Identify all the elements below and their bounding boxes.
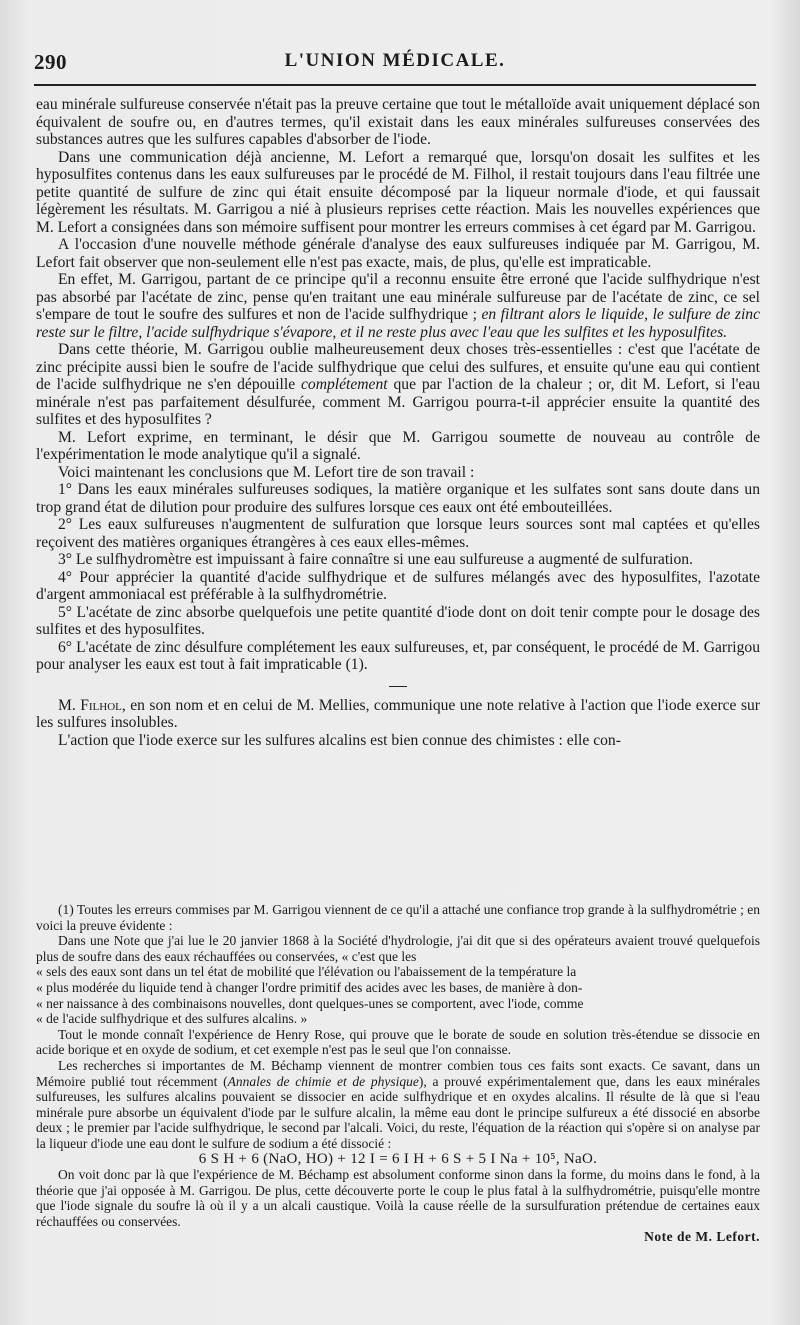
footnote-quote-line: « plus modérée du liquide tend à changer l'ordre primitif des acides avec les bases, de manière à don-	[36, 979, 583, 995]
header-rule	[34, 84, 756, 86]
conclusion-item: 3° Le sulfhydromètre est impuissant à faire connaître si une eau sulfureuse a augmenté de sulfuration.	[58, 551, 693, 568]
footnote-rose: Tout le monde connaît l'expérience de Henry Rose, qui prouve que le borate de soude en solution très-étendue se dissocie en acide borique et en oxyde de sodium, et cet exemple n'est pas le seul que l'on connaisse.	[36, 1026, 760, 1058]
main-text	[36, 96, 760, 749]
paragraph-filhol	[36, 697, 760, 732]
footnote-bechamp	[36, 1058, 760, 1152]
footnote-quote-line: Dans une Note que j'ai lue le 20 janvier 1868 à la Société d'hydrologie, j'ai dit que si des opérateurs avaient trouvé quelquefois plus de soufre dans des eaux réchauffées ou conservées, « c'est que les	[36, 933, 760, 964]
running-title: L'UNION MÉDICALE.	[284, 50, 506, 71]
paragraph-lefort-communication: Dans une communication déjà ancienne, M. Lefort a remarqué que, lorsqu'on dosait les sulfites et les hyposulfites contenus dans les eaux sulfureuses par le procédé de M. Filhol, il restait toujours dans l'eau filtrée une petite quantité de sulfure de zinc qui était ensuite décomposé par la liqueur normale d'iode, et qui faussait légèrement les résultats. M. Garrigou a nié à plusieurs reprises cette réaction. Mais les nouvelles expériences que M. Lefort a consignées dans son mémoire suffisent pour montrer les erreurs commises à cet égard par M. Garrigou.	[36, 148, 760, 236]
paragraph-continuation: eau minérale sulfureuse conservée n'était pas la preuve certaine que tout le métalloïde avait uniquement déplacé son équivalent de soufre ou, en d'autres termes, qu'il existait dans les eaux minérales sulfureuses conservées des substances autres que les sulfures capables d'absorber de l'iode.	[36, 96, 760, 148]
page-number: 290	[34, 50, 67, 74]
footnote-quote-line: « de l'acide sulfhydrique et des sulfures alcalins. »	[36, 1011, 308, 1027]
paragraph-en-effet	[36, 271, 760, 341]
conclusion-item: 1° Dans les eaux minérales sulfureuses sodiques, la matière organique et les sulfates sont sans doute dans un trop grand état de dilution pour produire des sulfures lorsque ces eaux ont été embouteillées.	[36, 481, 760, 516]
conclusion-item: 6° L'acétate de zinc désulfure complétement les eaux sulfureuses, et, par conséquent, le procédé de M. Garrigou pour analyser les eaux est tout à fait impraticable (1).	[36, 638, 760, 673]
section-separator	[389, 686, 407, 687]
paragraph-conclusions-intro: Voici maintenant les conclusions que M. Lefort tire de son travail :	[58, 463, 475, 481]
footnote-block	[36, 902, 760, 1245]
paragraph-text: que par l'action de la chaleur ; or, dit M. Lefort, si l'eau minérale n'est pas parfaitement désulfurée, comment M. Garrigou pourra-t-il apprécier ensuite la quantité des sulfites et des hyposulfites ?	[36, 376, 761, 428]
paragraph-text: En effet, M. Garrigou, partant de ce principe qu'il a reconnu ensuite être erroné que l'acide sulfhydrique n'est pas absorbé par l'acétate de zinc, pense qu'en traitant une eau minérale sulfureuse par de l'acétate de zinc, ce sel s'empare de tout le soufre des sulfures et non de l'acide sulfhydrique ;	[36, 271, 760, 323]
footnote-text: Les recherches si importantes de M. Béchamp viennent de montrer combien tous ces faits sont exacts. Ce savant, dans un Mémoire publié tout récemment (	[36, 1057, 760, 1089]
journal-title: Annales de chimie et de physique	[227, 1073, 419, 1089]
page-header	[34, 50, 756, 80]
paragraph-conclusion-wish: M. Lefort exprime, en terminant, le désir que M. Garrigou soumette de nouveau au contrôle de l'expérimentation le mode analytique qu'il a signalé.	[36, 428, 760, 463]
conclusion-item: 4° Pour apprécier la quantité d'acide sulfhydrique et de sulfures mélangés avec des hyposulfites, l'azotate d'argent ammoniacal est préférable à la sulfhydrométrie.	[36, 568, 760, 603]
paragraph-text: Dans cette théorie, M. Garrigou oublie malheureusement deux choses très-essentielles : c'est que l'acétate de zinc précipite aussi bien le soufre de l'acide sulfhydrique que celui des sulfures, et ensuite qu'une eau qui contient de l'acide sulfhydrique ne s'en dépouille	[36, 341, 760, 393]
footnote-conclusion: On voit donc par là que l'expérience de M. Béchamp est absolument conforme sinon dans la forme, du moins dans le fond, à la théorie que j'ai opposée à M. Garrigou. De plus, cette découverte porte le coup le plus fatal à la sulfhydrométrie, puisqu'elle montre que l'iode signale du soufre là où il y a un alcali caustique. Voilà la cause réelle de la sursulfuration prétendue de certaines eaux réchauffées ou conservées.	[36, 1167, 760, 1229]
footnote-text: ), a prouvé expérimentalement que, dans les eaux minérales sulfureuses, les sulfures alcalins pouvaient se dissocier en acide sulfhydrique et en oxydes alcalins. Il résulte de là que si l'eau minérale pure absorbe un équivalent d'iode par le sulfure alcalin, la même eau dont le principe sulfureux a été dissocié en absorbe deux ; le premier par l'acide sulfhydrique, le second par l'alcali. Voici, du reste, l'équation de la réaction qui s'opère si on analyse par la liqueur d'iode une eau dont le sulfure de sodium a été dissocié :	[36, 1073, 760, 1151]
footnote-quote-line: « sels des eaux sont dans un tel état de mobilité que l'élévation ou l'abaissement de la température la	[36, 964, 577, 980]
conclusion-item: 5° L'acétate de zinc absorbe quelquefois une petite quantité d'iode dont on doit tenir compte pour le dosage des sulfites et des hyposulfites.	[36, 603, 760, 638]
speaker-name: M. Filhol	[58, 696, 122, 714]
paragraph-new-method: A l'occasion d'une nouvelle méthode générale d'analyse des eaux sulfureuses indiquée par M. Garrigou, M. Lefort fait observer que non-seulement elle n'est pas exacte, mais, de plus, qu'elle est impraticable.	[36, 236, 760, 271]
footnote-quote-line: « ner naissance à des combinaisons nouvelles, dont quelques-unes se comportent, avec l'iode, comme	[36, 995, 584, 1011]
paragraph-theory	[36, 341, 760, 429]
paragraph-iode-action: L'action que l'iode exerce sur les sulfures alcalins est bien connue des chimistes : elle con-	[58, 731, 621, 749]
chemical-equation: 6 S H + 6 (NaO, HO) + 12 I = 6 I H + 6 S + 5 I Na + 10⁵, NaO.	[198, 1150, 598, 1167]
paragraph-text: , en son nom et en celui de M. Mellies, communique une note relative à l'action que l'iode exerce sur les sulfures insolubles.	[36, 696, 760, 731]
footnote-intro: (1) Toutes les erreurs commises par M. Garrigou viennent de ce qu'il a attaché une confiance trop grande à la sulfhydrométrie ; en voici la preuve évidente :	[36, 902, 760, 933]
italic-word: complétement	[301, 376, 388, 393]
italic-quote: en filtrant alors le liquide, le sulfure de zinc reste sur le filtre, l'acide sulfhydrique s'évapore, et il ne reste plus avec l'eau que les sulfites et les hyposulfites.	[36, 306, 760, 341]
footnote-signature: Note de M. Lefort.	[644, 1229, 760, 1245]
conclusion-item: 2° Les eaux sulfureuses n'augmentent de sulfuration que lorsque leurs sources sont mal captées et qu'elles reçoivent des matières organiques étrangères à ces eaux elles-mêmes.	[36, 516, 760, 551]
